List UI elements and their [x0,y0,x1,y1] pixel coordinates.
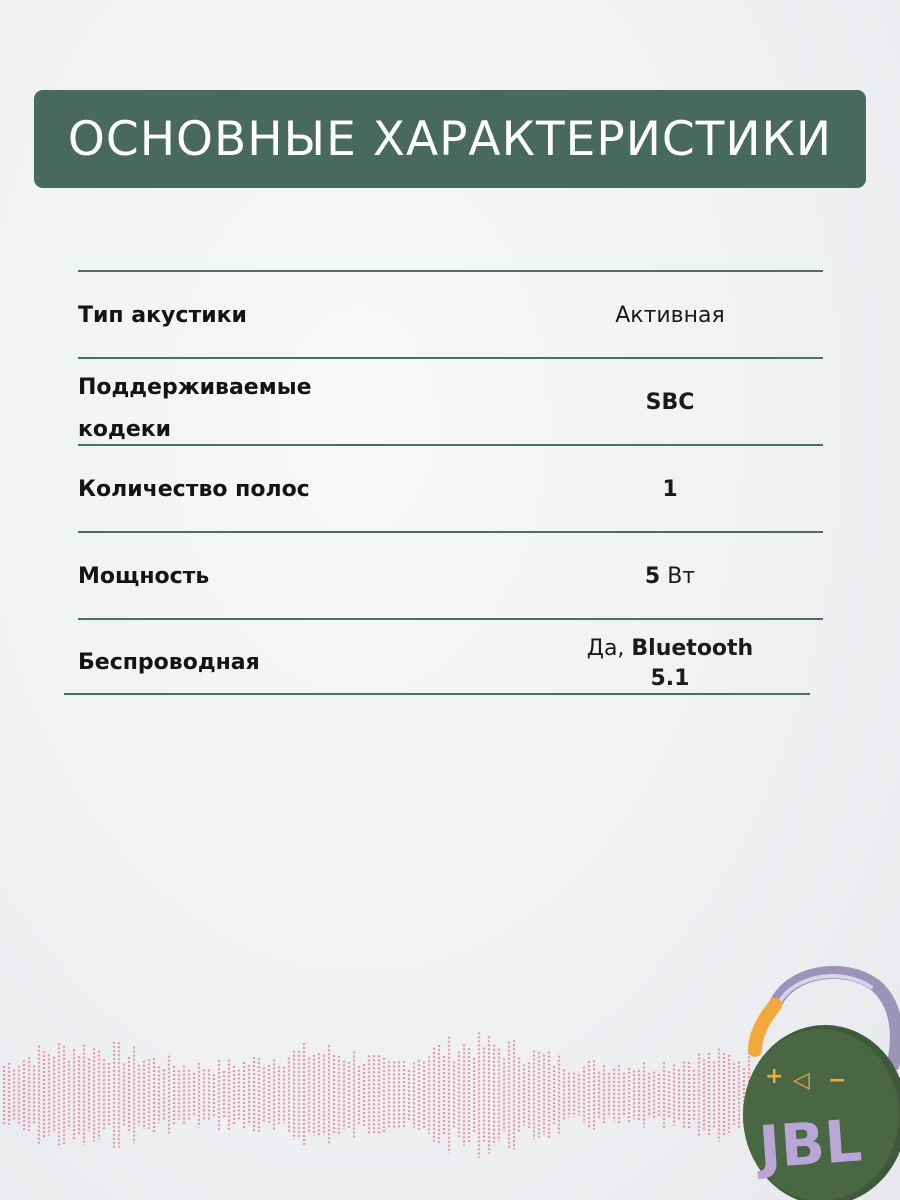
spec-label-wireless: Беспроводная [78,650,260,675]
spec-value-power-unit: Вт [660,564,696,589]
volume-down-icon: − [828,1068,847,1093]
spec-label-codecs [78,375,378,442]
speaker-image [735,965,900,1200]
divider [78,618,823,620]
spec-value-bands [560,477,780,502]
spec-value-wireless-line1 [545,636,795,661]
spec-value-bands-text: 1 [662,477,678,502]
spec-label-power: Мощность [78,564,210,589]
spec-label-bands: Количество полос [78,477,310,502]
divider [64,693,810,695]
spec-value-wireless-prefix: Да, [586,636,632,661]
speaker-logo: JBL [756,1106,864,1182]
page-title: ОСНОВНЫЕ ХАРАКТЕРИСТИКИ [67,111,833,167]
speaker-strap [755,1005,775,1050]
speaker-buttons [765,1064,846,1093]
volume-up-icon: + [765,1064,784,1089]
divider [78,531,823,533]
spec-label-speaker-type: Тип акустики [78,303,247,328]
spec-value-power-number: 5 [644,564,661,589]
divider [78,444,823,446]
spec-label-codecs-line2: кодеки [78,417,172,442]
spec-label-codecs-line1: Поддерживаемые [78,375,312,400]
divider [78,270,823,272]
spec-value-wireless [545,636,795,691]
divider [78,357,823,359]
spec-value-speaker-type: Активная [615,303,725,328]
spec-value-wireless-bluetooth: Bluetooth [631,636,754,661]
spec-value-codecs-text: SBC [645,390,695,415]
sound-wave-graphic [0,1030,760,1160]
spec-value-codecs [560,390,780,415]
spec-value-wireless-version: 5.1 [650,666,690,691]
spec-value-wireless-line2 [545,666,795,691]
play-icon: ◁ [793,1068,810,1093]
sound-wave-bars [4,1032,749,1157]
spec-value-power [560,564,780,589]
